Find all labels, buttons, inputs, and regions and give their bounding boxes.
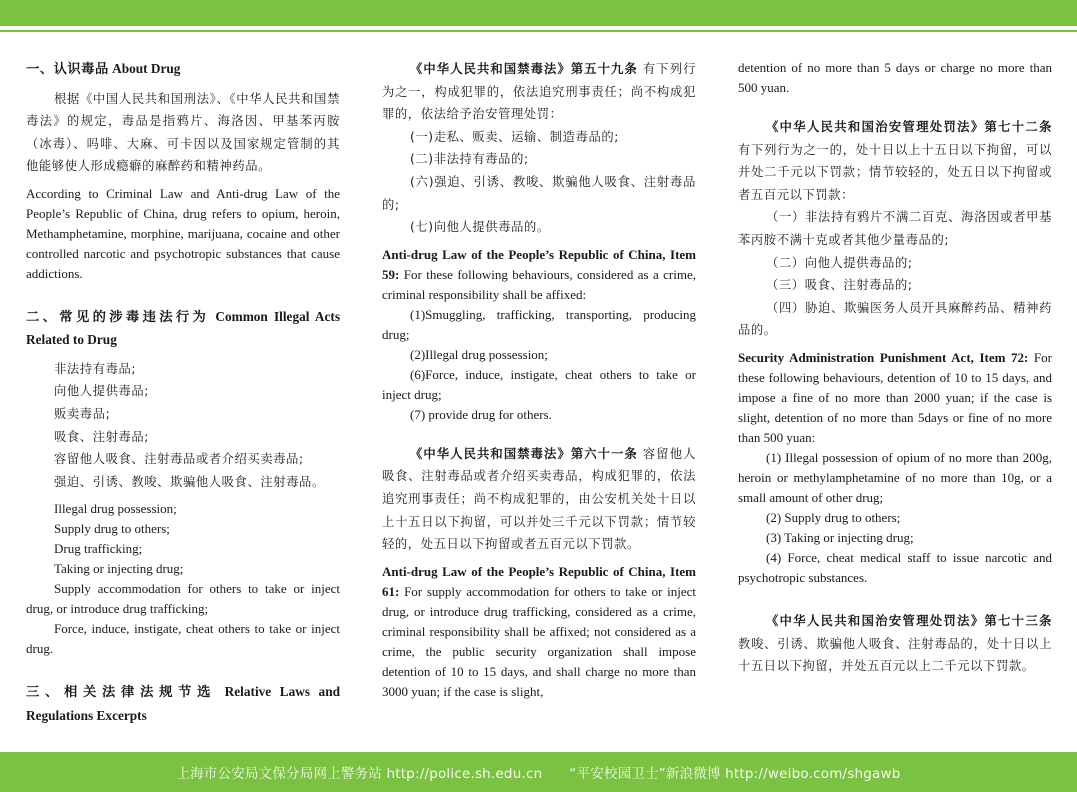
list-item: Taking or injecting drug;: [54, 561, 184, 577]
law61-cn: 《中华人民共和国禁毒法》第六十一条 容留他人吸食、注射毒品或者介绍买卖毒品，构成犯罪的，依法追究刑事责任；尚不构成犯罪的，由公安机关处十日以上十五日以下拘留，可以并处三千元以下罚款；情节较轻的，处五日以下拘留或者五百元以下罚款。: [382, 446, 696, 552]
heading-illegal-acts: 二、常见的涉毒违法行为 Common Illegal Acts Related to Drug: [26, 308, 341, 348]
heading-laws-excerpts: 三、相关法律法规节选 Relative Laws and Regulations Excerpts: [26, 684, 340, 723]
footer-bar: [0, 752, 1077, 792]
law61-en-continued: detention of no more than 5 days or charge no more than 500 yuan.: [738, 60, 1052, 95]
list-item: Supply accommodation for others to take or inject drug, or introduce drug trafficking;: [26, 581, 340, 617]
about-drug-en: According to Criminal Law and Anti-drug Law of the People’s Republic of China, drug refers to opium, heroin, Methamphetamine, morphine, marijuana, cocaine and other controlled narcotic and psychotropic substances that cause addictions.: [26, 185, 340, 281]
list-item: (4) Force, cheat medical staff to issue narcotic and psychotropic substances.: [738, 549, 1052, 585]
list-item: （二）向他人提供毒品的;: [766, 255, 913, 270]
law72-cn-items: [738, 206, 1052, 342]
top-green-bar: [0, 0, 1077, 26]
list-item: （四）胁迫、欺骗医务人员开具麻醉药品、精神药品的。: [738, 300, 1052, 338]
list-item: 向他人提供毒品;: [54, 384, 150, 399]
list-item: (七)向他人提供毒品的。: [410, 220, 550, 235]
list-item: (六)强迫、引诱、教唆、欺骗他人吸食、注射毒品的;: [382, 174, 696, 212]
law59-cn-items: [382, 126, 696, 239]
list-item: (1)Smuggling, trafficking, transporting, producing drug;: [382, 306, 696, 342]
heading-about-drug: 一、认识毒品 About Drug: [26, 61, 181, 77]
list-item: (1) Illegal possession of opium of no more than 200g, heroin or methylamphetamine of no more than 10g, or a small amount of other drug;: [738, 449, 1052, 505]
law72-en-items: [738, 448, 1052, 588]
law59-cn: 《中华人民共和国禁毒法》第五十九条 有下列行为之一，构成犯罪的，依法追究刑事责任；尚不构成犯罪的，依法给予治安管理处罚：: [382, 62, 696, 122]
column-3: [738, 58, 1052, 678]
list-item: Drug trafficking;: [54, 541, 143, 557]
list-item: Illegal drug possession;: [54, 501, 177, 517]
list-item: （一）非法持有鸦片不满二百克、海洛因或者甲基苯丙胺不满十克或者其他少量毒品的;: [738, 210, 1052, 247]
list-item: 容留他人吸食、注射毒品或者介绍买卖毒品;: [54, 452, 304, 467]
list-item: (一)走私、贩卖、运输、制造毒品的;: [410, 129, 619, 144]
illegal-acts-en-list: [26, 499, 340, 659]
list-item: (3) Taking or injecting drug;: [766, 529, 914, 545]
list-item: 吸食、注射毒品;: [54, 429, 150, 444]
about-drug-cn: 根据《中国人民共和国刑法》、《中华人民共和国禁毒法》的规定，毒品是指鸦片、海洛因、甲基苯丙胺（冰毒）、吗啡、大麻、可卡因以及国家规定管制的其他能够使人形成瘾癖的麻醉药和精神药品。: [26, 91, 340, 174]
list-item: (7) provide drug for others.: [410, 406, 552, 422]
column-1: [26, 58, 340, 727]
column-2: [382, 58, 696, 702]
footer-police-site-link[interactable]: 上海市公安局文保分局网上警务站 http://police.sh.edu.cn: [176, 766, 543, 782]
illegal-acts-cn-list: [26, 358, 340, 494]
list-item: 非法持有毒品;: [54, 361, 137, 376]
law59-en: Anti-drug Law of the People’s Republic of China, Item 59: For these following behaviours, considered as a crime, criminal responsibility shall be affixed:: [382, 246, 696, 302]
law72-en: Security Administration Punishment Act, Item 72: For these following behaviours, detention of 10 to 15 days, and impose a fine of no more than 2000 yuan; if the case is slight, detention of no more than 5days or fine of no more than 500 yuan:: [738, 349, 1052, 445]
law72-cn: 《中华人民共和国治安管理处罚法》第七十二条 有下列行为之一的，处十日以上十五日以下拘留，可以并处二千元以下罚款；情节较轻的，处五日以下拘留或者五百元以下罚款：: [738, 120, 1052, 202]
list-item: (2)Illegal drug possession;: [410, 346, 548, 362]
list-item: （三）吸食、注射毒品的;: [766, 278, 913, 293]
footer-weibo-link[interactable]: “平安校园卫士”新浪微博 http://weibo.com/shgawb: [569, 766, 901, 782]
list-item: Force, induce, instigate, cheat others to take or inject drug.: [26, 621, 340, 657]
list-item: (2) Supply drug to others;: [766, 509, 901, 525]
list-item: 贩卖毒品;: [54, 407, 111, 422]
list-item: Supply drug to others;: [54, 521, 170, 537]
list-item: (6)Force, induce, instigate, cheat others to take or inject drug;: [382, 366, 696, 402]
list-item: (二)非法持有毒品的;: [410, 152, 529, 167]
top-green-rule: [0, 30, 1077, 32]
law61-en: Anti-drug Law of the People’s Republic of China, Item 61: For supply accommodation for others to take or inject drug, or introduce drug trafficking, considered as a crime, criminal responsibility shall be affixed; not considered as a crime, the public security organization shall impose detention of 10 to 15 days, and shall charge no more than 3000 yuan; if the case is slight,: [382, 563, 696, 699]
list-item: 强迫、引诱、教唆、欺骗他人吸食、注射毒品。: [54, 474, 325, 489]
law59-en-items: [382, 305, 696, 425]
law73-cn: 《中华人民共和国治安管理处罚法》第七十三条 教唆、引诱、欺骗他人吸食、注射毒品的，处十日以上十五日以下拘留，并处五百元以上二千元以下罚款。: [738, 613, 1052, 674]
